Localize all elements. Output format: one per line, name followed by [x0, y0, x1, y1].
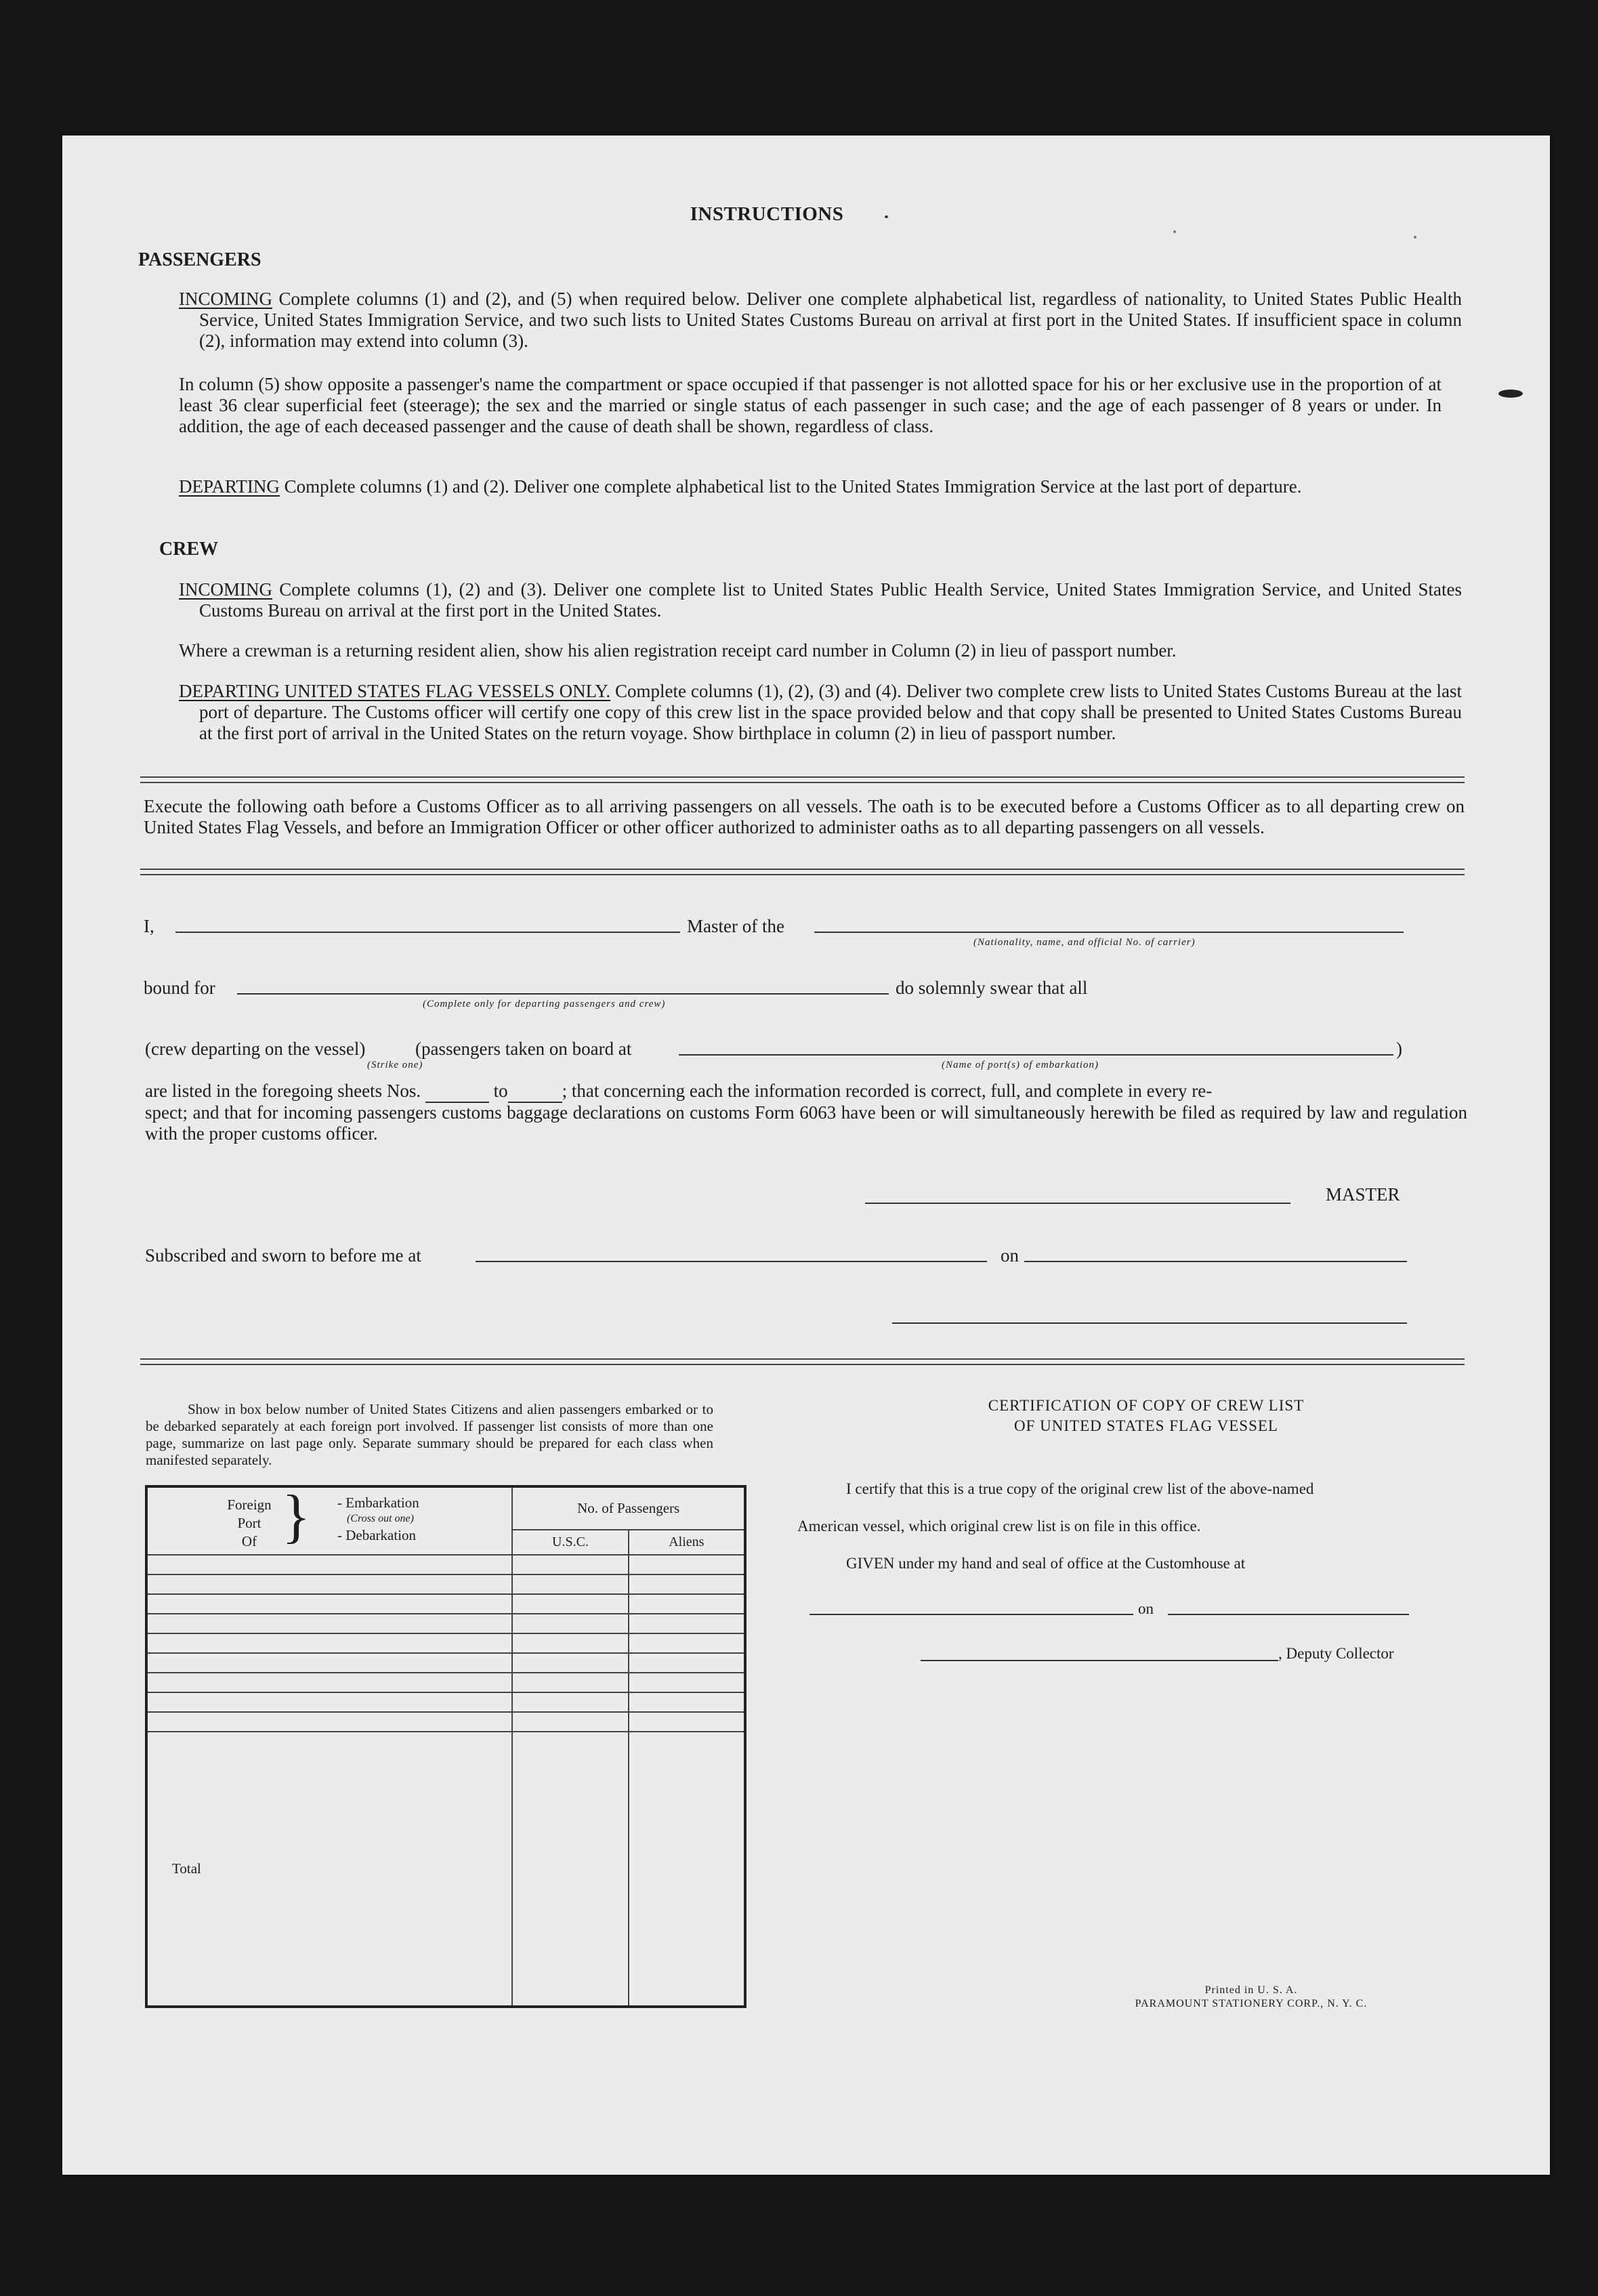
scan-speck: [1173, 230, 1176, 233]
embarkation-label: - Embarkation: [337, 1495, 419, 1511]
no-of-passengers-header: No. of Passengers: [512, 1486, 745, 1530]
cross-out-label: (Cross out one): [347, 1513, 414, 1524]
port-cell[interactable]: [146, 1712, 512, 1732]
table-row: [146, 1574, 745, 1594]
aliens-cell[interactable]: [629, 1555, 745, 1574]
officer-signature-field[interactable]: [892, 1322, 1407, 1324]
foreign-port-header: [146, 1486, 512, 1555]
debarkation-label: - Debarkation: [337, 1527, 417, 1543]
usc-cell[interactable]: [512, 1574, 628, 1594]
of-label: Of: [241, 1533, 257, 1549]
subscribed-on-label: on: [1001, 1245, 1019, 1266]
scan-speck: [885, 215, 888, 218]
passengers-incoming-label: INCOMING: [179, 289, 272, 309]
printer-imprint: [1106, 1984, 1397, 2011]
listed-text-3: spect; and that for incoming passengers customs baggage declarations on customs Form 6063 have been or will simultaneously herewith be filed as required by law and regulation with the proper customs officer.: [145, 1102, 1467, 1144]
aliens-cell[interactable]: [629, 1574, 745, 1594]
port-cell[interactable]: [146, 1692, 512, 1712]
oath-i-label: I,: [144, 916, 154, 936]
crew-heading: CREW: [159, 539, 219, 560]
sheet-to-field[interactable]: [508, 1081, 562, 1103]
imprint-line-2: PARAMOUNT STATIONERY CORP., N. Y. C.: [1135, 1998, 1368, 2009]
passengers-incoming-text: Complete columns (1) and (2), and (5) when required below. Deliver one complete alphabetical list, regardless of nationality, to United States Public Health Service, United States Immigration Service, and two such lists to United States Customs Bureau on arrival at first port in the United States. If insufficient space in column (2), information may extend into column (3).: [199, 289, 1462, 351]
bound-for-label: bound for: [144, 978, 215, 998]
carrier-field[interactable]: [814, 932, 1404, 933]
certification-date-field[interactable]: [1168, 1614, 1409, 1615]
subscribed-date-field[interactable]: [1024, 1261, 1407, 1262]
aliens-cell[interactable]: [629, 1673, 745, 1692]
usc-cell[interactable]: [512, 1712, 628, 1732]
usc-cell[interactable]: [512, 1633, 628, 1653]
aliens-cell[interactable]: [629, 1692, 745, 1712]
subscribed-label: Subscribed and sworn to before me at: [145, 1245, 421, 1266]
passengers-departing-label: DEPARTING: [179, 476, 280, 497]
passengers-heading: PASSENGERS: [138, 249, 261, 270]
usc-total-cell[interactable]: [512, 1732, 628, 2007]
carrier-caption: (Nationality, name, and official No. of carrier): [973, 937, 1196, 948]
port-cell[interactable]: [146, 1633, 512, 1653]
aliens-total-cell[interactable]: [629, 1732, 745, 2007]
summary-note: Show in box below number of United States Citizens and alien passengers embarked or to be debarked separately at each foreign port involved. If passenger list consists of more than one page, summarize on last page only. Separate summary should be prepared for each class when manifested separately.: [146, 1401, 713, 1468]
passengers-incoming-paragraph: [179, 289, 1462, 352]
crew-departing-text: Complete columns (1), (2), (3) and (4). Deliver two complete crew lists to United States Customs Bureau at the last port of departure. The Customs officer will certify one copy of this crew list in the space provided below and that copy shall be presented to United States Customs Bureau at the first port of arrival in the United States on the return voyage. Show birthplace in column (2) in lieu of passport number.: [199, 681, 1462, 743]
customhouse-field[interactable]: [809, 1614, 1133, 1615]
aliens-header: Aliens: [629, 1530, 745, 1555]
sheet-from-field[interactable]: [425, 1081, 489, 1103]
divider-rule: [140, 776, 1465, 783]
imprint-line-1: Printed in U. S. A.: [1204, 1984, 1298, 1996]
embarkation-caption: (Name of port(s) of embarkation): [942, 1060, 1099, 1070]
total-label: Total: [146, 1732, 512, 2007]
form-page: [62, 135, 1550, 2175]
scan-speck: [1414, 236, 1416, 238]
master-name-field[interactable]: [175, 932, 680, 933]
passengers-departing-paragraph: [179, 476, 1462, 497]
port-cell[interactable]: [146, 1614, 512, 1633]
aliens-cell[interactable]: [629, 1633, 745, 1653]
oath-intro: Execute the following oath before a Customs Officer as to all arriving passengers on all vessels. The oath is to be executed before a Customs Officer as to all departing crew on United States Flag Vessels, and before an Immigration Officer or other officer authorized to administer oaths as to all departing passengers on all vessels.: [144, 796, 1465, 837]
table-row: [146, 1673, 745, 1692]
listed-text-1: are listed in the foregoing sheets Nos.: [145, 1081, 421, 1101]
bound-for-caption: (Complete only for departing passengers and crew): [423, 999, 666, 1009]
port-cell[interactable]: [146, 1574, 512, 1594]
certification-title-2: OF UNITED STATES FLAG VESSEL: [1014, 1417, 1278, 1434]
passengers-departing-text: Complete columns (1) and (2). Deliver one complete alphabetical list to the United States Immigration Service at the last port of departure.: [279, 476, 1302, 497]
divider-rule: [140, 1358, 1465, 1365]
aliens-cell[interactable]: [629, 1712, 745, 1732]
deputy-collector-label: , Deputy Collector: [1278, 1645, 1394, 1662]
subscribed-place-field[interactable]: [476, 1261, 987, 1262]
table-row: [146, 1555, 745, 1574]
crew-departing-label: DEPARTING UNITED STATES FLAG VESSELS ONLY.: [179, 681, 611, 701]
port-cell[interactable]: [146, 1653, 512, 1673]
usc-cell[interactable]: [512, 1614, 628, 1633]
master-of-the-label: Master of the: [687, 916, 784, 936]
master-signature-field[interactable]: [865, 1203, 1290, 1204]
port-cell[interactable]: [146, 1594, 512, 1614]
table-row: [146, 1614, 745, 1633]
total-row: [146, 1732, 745, 2007]
usc-cell[interactable]: [512, 1653, 628, 1673]
crew-departing-option: (crew departing on the vessel): [145, 1039, 366, 1059]
listed-text-2: ; that concerning each the information recorded is correct, full, and complete in every re-: [562, 1081, 1213, 1101]
crew-incoming-paragraph: [179, 579, 1462, 621]
master-label: MASTER: [1326, 1184, 1400, 1205]
column5-paragraph: In column (5) show opposite a passenger's name the compartment or space occupied if that passenger is not allotted space for his or her exclusive use in the proportion of at least 36 clear superficial feet (steerage); the sex and the married or single status of each passenger in such case; and the age of each passenger of 8 years or under. In addition, the age of each deceased passenger and the cause of death shall be shown, regardless of class.: [179, 374, 1442, 436]
listed-line-1: [145, 1081, 1467, 1103]
scan-mark: [1498, 390, 1523, 398]
usc-cell[interactable]: [512, 1692, 628, 1712]
usc-cell[interactable]: [512, 1555, 628, 1574]
usc-cell[interactable]: [512, 1673, 628, 1692]
close-paren: ): [1396, 1039, 1402, 1059]
certification-on-label: on: [1138, 1600, 1154, 1617]
passengers-taken-option: (passengers taken on board at: [415, 1039, 632, 1059]
crew-departing-paragraph: [179, 681, 1462, 744]
port-cell[interactable]: [146, 1555, 512, 1574]
brace-symbol: }: [282, 1484, 311, 1549]
certification-title-1: CERTIFICATION OF COPY OF CREW LIST: [988, 1397, 1305, 1414]
foreign-label: Foreign: [227, 1497, 272, 1513]
divider-rule: [140, 869, 1465, 875]
certify-line-2: American vessel, which original crew list is on file in this office.: [797, 1518, 1201, 1535]
aliens-cell[interactable]: [629, 1614, 745, 1633]
certify-line-1: I certify that this is a true copy of the original crew list of the above-named: [846, 1480, 1314, 1497]
deputy-collector-signature-field[interactable]: [921, 1660, 1278, 1661]
solemnly-swear-label: do solemnly swear that all: [896, 978, 1088, 998]
table-row: [146, 1712, 745, 1732]
table-row: [146, 1653, 745, 1673]
crewman-paragraph: Where a crewman is a returning resident alien, show his alien registration receipt card number in Column (2) in lieu of passport number.: [179, 640, 1177, 661]
table-row: [146, 1692, 745, 1712]
usc-cell[interactable]: [512, 1594, 628, 1614]
passenger-summary-table: [145, 1485, 747, 2008]
table-row: [146, 1594, 745, 1614]
table-row: [146, 1633, 745, 1653]
crew-incoming-label: INCOMING: [179, 579, 272, 600]
certification-title: [807, 1396, 1485, 1436]
embarkation-port-field[interactable]: [679, 1054, 1393, 1056]
bound-for-field[interactable]: [237, 993, 889, 995]
listed-to: to: [493, 1081, 508, 1101]
aliens-cell[interactable]: [629, 1653, 745, 1673]
port-cell[interactable]: [146, 1673, 512, 1692]
aliens-cell[interactable]: [629, 1594, 745, 1614]
given-line: GIVEN under my hand and seal of office at the Customhouse at: [846, 1555, 1246, 1572]
usc-header: U.S.C.: [512, 1530, 628, 1555]
crew-incoming-text: Complete columns (1), (2) and (3). Deliver one complete list to United States Public Health Service, United States Immigration Service, and United States Customs Bureau on arrival at the first port in the United States.: [199, 579, 1462, 621]
instructions-title: INSTRUCTIONS: [690, 203, 844, 225]
strike-one-caption: (Strike one): [367, 1060, 423, 1070]
port-label: Port: [237, 1515, 261, 1531]
